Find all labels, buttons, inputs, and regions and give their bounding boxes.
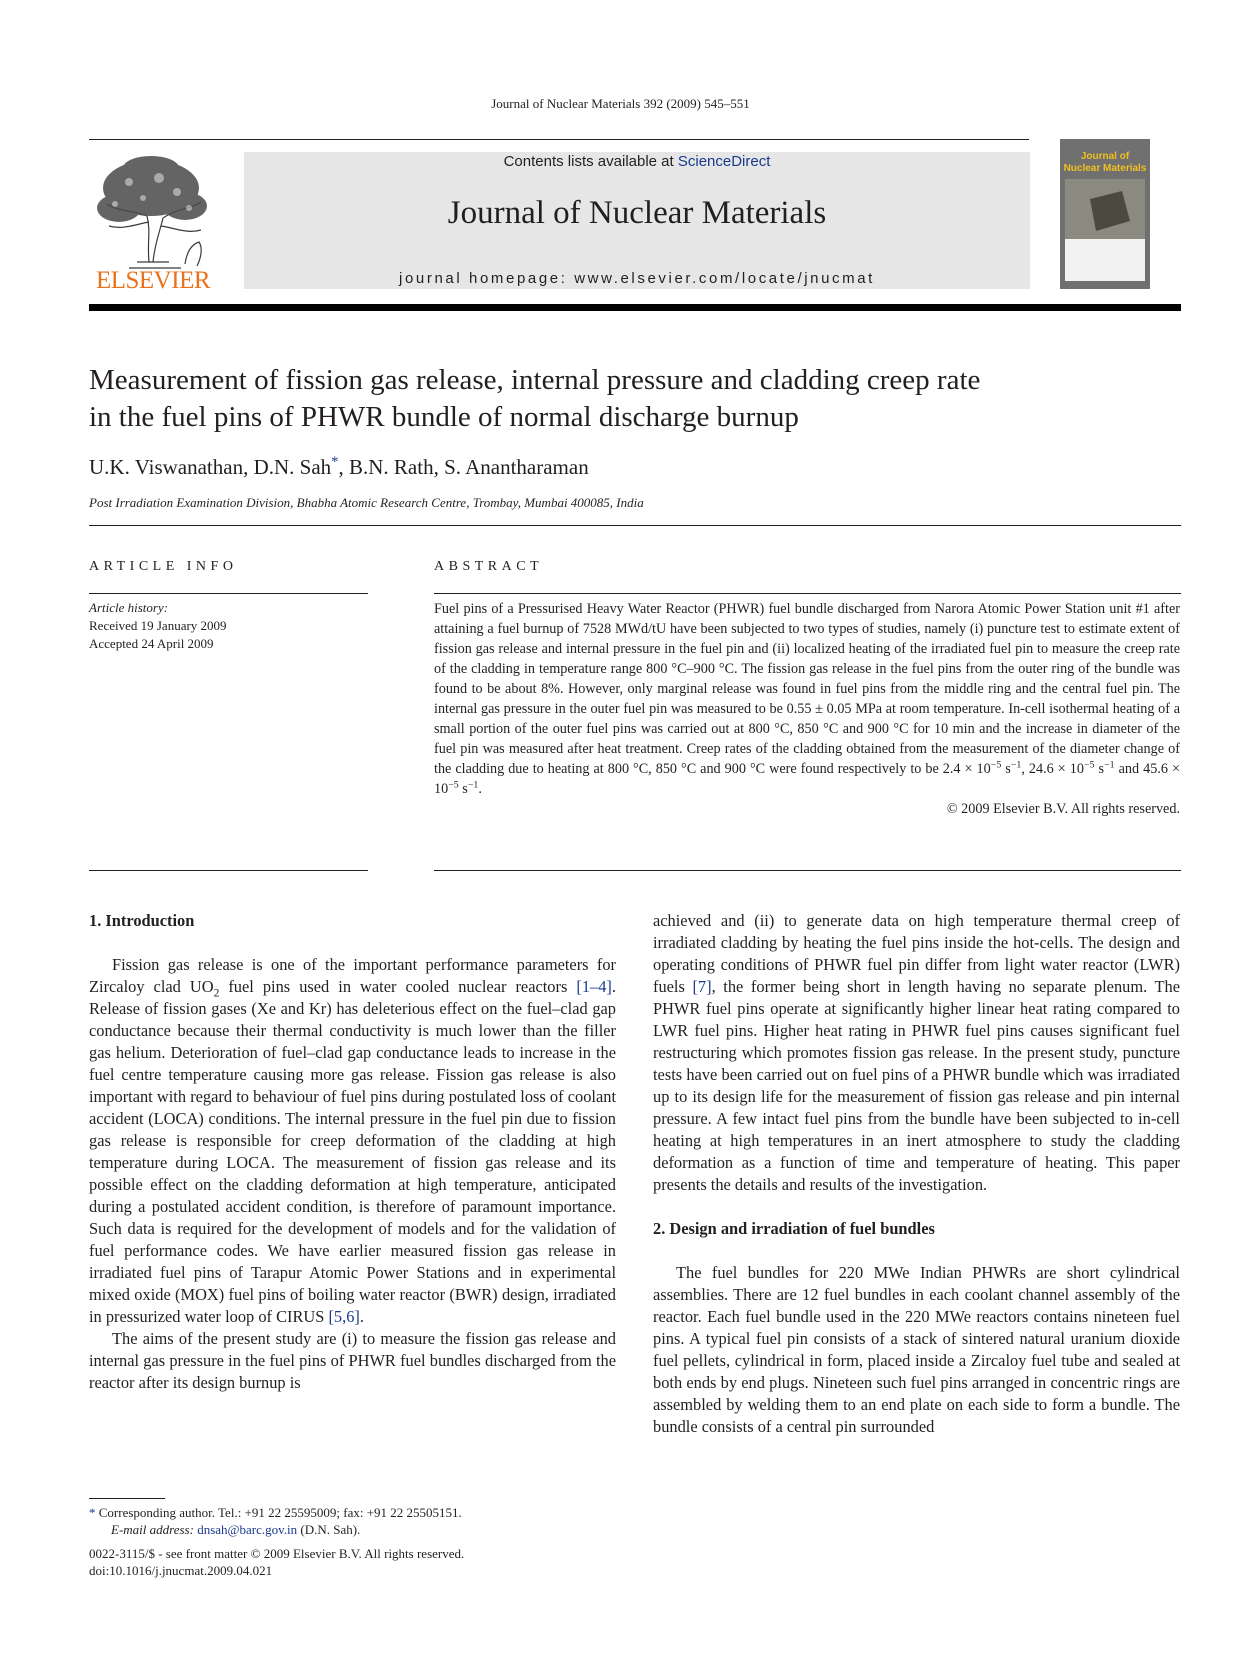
article-info-bottom-rule: [89, 870, 368, 871]
abstract-bottom-rule: [434, 870, 1181, 871]
affiliation: Post Irradiation Examination Division, Bhabha Atomic Research Centre, Trombay, Mumbai 400085, India: [89, 495, 644, 510]
intro-p3-b: , the former being short in length having no separate plenum. The PHWR fuel pins operate at significantly higher linear heat rating compared to LWR fuel pins. Higher heat rating in PHWR fuel pins causes significant fuel restructuring which promotes fission gas release. In the present study, puncture tests have been carried out on fuel pins of a PHWR bundle which was irradiated up to its design life for the measurement of fission gas release and pin internal pressure. A few intact fuel pins from the bundle have been subjected to in-cell heating at high temperatures in an inert atmosphere to study the cladding deformation as a function of time and temperature of heating. This paper presents the details and results of the investigation.: [653, 977, 1180, 1194]
intro-p3-a: achieved and (ii) to generate data on high temperature thermal creep of irradiated cladding by heating the fuel pins inside the hot-cells. The design and operating conditions of PHWR fuel pin differ from light water reactor (LWR) fuels: [653, 911, 1180, 996]
journal-name: Journal of Nuclear Materials: [447, 195, 827, 231]
abstract-sup-5: −5: [448, 779, 459, 791]
intro-p1-d: .: [359, 1307, 364, 1326]
authors-part-2: , B.N. Rath, S. Anantharaman: [338, 455, 589, 479]
reference-link[interactable]: [1–4]: [576, 977, 612, 996]
abstract-sup-3: −5: [1083, 759, 1095, 771]
article-info-heading: ARTICLE INFO: [89, 559, 238, 574]
contents-line: [244, 153, 1030, 170]
intro-paragraph-2: The aims of the present study are (i) to measure the fission gas release and internal gas pressure in the fuel pins of PHWR fuel bundles discharged from the reactor after its design burnup is: [89, 1329, 616, 1392]
article-title: [89, 362, 1179, 436]
authors-part-1: U.K. Viswanathan, D.N. Sah: [89, 455, 332, 479]
email-after: (D.N. Sah).: [297, 1522, 361, 1537]
reference-link[interactable]: [7]: [692, 977, 712, 996]
sciencedirect-link[interactable]: ScienceDirect: [677, 153, 771, 170]
article-history: [89, 599, 227, 653]
body-column-right: [653, 910, 1180, 1438]
abstract-unit-3: s: [458, 781, 468, 797]
footnote-email-line: [89, 1521, 462, 1538]
title-line-2: in the fuel pins of PHWR bundle of normal discharge burnup: [89, 401, 799, 433]
abstract-text: [434, 599, 1180, 799]
abstract-sup-2: −1: [1010, 759, 1022, 771]
section-2-heading: 2. Design and irradiation of fuel bundles: [653, 1219, 935, 1238]
journal-homepage[interactable]: journal homepage: www.elsevier.com/locate/jnucmat: [399, 270, 875, 287]
footnote-text: Corresponding author. Tel.: +91 22 25595009; fax: +91 22 25505151.: [95, 1505, 462, 1520]
abstract-sup-1: −5: [990, 759, 1002, 771]
footnote-star: *: [89, 1505, 96, 1520]
intro-p1-b: fuel pins used in water cooled nuclear reactors: [219, 977, 577, 996]
journal-cover-thumbnail: [1060, 139, 1150, 289]
email-link[interactable]: dnsah@barc.gov.in: [197, 1522, 298, 1537]
header-thick-rule: [89, 304, 1181, 311]
section-2-paragraph-1: The fuel bundles for 220 MWe Indian PHWRs are short cylindrical assemblies. There are 12 fuel bundles in each coolant channel assembly of the reactor. Each fuel bundle used in the 220 MWe reactors contains nineteen fuel pins. A typical fuel pin consists of a stack of sintered natural uranium dioxide fuel pellets, cylindrical in form, placed inside a Zircaloy fuel tube and sealed at both ends by end plugs. Nineteen such fuel pins arranged in concentric rings are assembled by welding them to an end plate on each side to form a bundle. The bundle consists of a central pin surrounded: [653, 1263, 1180, 1436]
intro-p1-sub: 2: [213, 987, 220, 1000]
elsevier-wordmark: ELSEVIER: [95, 267, 211, 294]
abstract-body: [434, 599, 1180, 819]
abstract-sup-4: −1: [1104, 759, 1115, 771]
abstract-heading: ABSTRACT: [434, 559, 544, 574]
abstract-text-a: Fuel pins of a Pressurised Heavy Water Reactor (PHWR) fuel bundle discharged from Narora Atomic Power Station unit #1 after attaining a fuel burnup of 7528 MWd/tU have been subjected to two types of studies, namely (i) puncture test to estimate extent of fission gas release and internal pressure in the fuel pin and (ii) localized heating of the irradiated fuel pin to measure the creep rate of the cladding in temperature range 800 °C–900 °C. The fission gas release in the fuel pins from the outer ring of the bundle was found to be about 8%. However, only marginal release was found in fuel pins from the middle ring and the central fuel pin. The internal gas pressure in the outer fuel pin was measured to be 0.55 ± 0.05 MPa at room temperature. In-cell isothermal heating of a small portion of the outer fuel pins was carried out at 800 °C, 850 °C and 900 °C for 10 min and the increase in diameter of the fuel pin was measured after heat treatment. Creep rates of the cladding obtained from the measurement of the diameter change of the cladding due to heating at 800 °C, 850 °C and 900 °C were found respectively to be 2.4 × 10: [434, 601, 1180, 777]
abstract-text-c: and 45.6 × 10: [434, 761, 1180, 797]
footnote: [89, 1504, 462, 1538]
intro-p1-a: Fission gas release is one of the important performance parameters for Zircaloy clad UO: [89, 955, 616, 996]
intro-p1-c: . Release of fission gases (Xe and Kr) has deleterious effect on the fuel–clad gap conductance because their thermal conductivity is much lower than the filler gas helium. Deterioration of fuel–clad gap conductance leads to increase in the fuel centre temperature causing more gas release. Fission gas release is also important with regard to behaviour of fuel pins during postulated loss of coolant accident (LOCA) conditions. The internal pressure in the fuel pin due to fission gas release is responsible for creep deformation of the cladding at high temperature during LOCA. The measurement of fission gas release and its possible effect on the cladding deformation at high temperature, anticipated during a postulated accident condition, is therefore of paramount importance. Such data is required for the development of models and for the validation of fuel performance codes. We have earlier measured fission gas release in irradiated fuel pins of Tarapur Atomic Power Stations and in experimental mixed oxide (MOX) fuel pins of boiling water reactor (BWR) design, irradiated in pressurized water loop of CIRUS: [89, 977, 616, 1326]
intro-paragraph-1: [89, 954, 616, 1328]
cover-title-2: Nuclear Materials: [1063, 163, 1147, 174]
title-line-1: Measurement of fission gas release, internal pressure and cladding creep rate: [89, 364, 981, 396]
abstract-unit-1: s: [1001, 761, 1011, 777]
article-info-rule: [89, 593, 368, 594]
footnote-rule: [89, 1498, 165, 1499]
reference-link[interactable]: [5,6]: [328, 1307, 360, 1326]
author-list: [89, 455, 589, 480]
intro-heading: 1. Introduction: [89, 911, 195, 930]
abstract-sup-6: −1: [467, 779, 479, 791]
front-matter: [89, 1545, 464, 1579]
email-label: E-mail address:: [111, 1522, 198, 1537]
title-rule: [89, 525, 1181, 526]
contents-prefix: Contents lists available at: [503, 153, 678, 170]
header-rule: [89, 139, 1029, 140]
history-label: Article history:: [89, 600, 169, 615]
section-gap: [653, 1196, 1180, 1218]
front-matter-line-1: 0022-3115/$ - see front matter © 2009 Elsevier B.V. All rights reserved.: [89, 1546, 465, 1561]
abstract-copyright: © 2009 Elsevier B.V. All rights reserved.: [946, 801, 1180, 817]
abstract-text-d: .: [478, 781, 482, 797]
abstract-text-b: , 24.6 × 10: [1021, 761, 1084, 777]
journal-citation: Journal of Nuclear Materials 392 (2009) 545–551: [491, 96, 750, 111]
cover-title-1: Journal of: [1080, 151, 1130, 162]
abstract-unit-2: s: [1094, 761, 1105, 777]
footnote-corresponding: [89, 1504, 462, 1521]
accepted-date: Accepted 24 April 2009: [89, 636, 214, 651]
body-column-left: [89, 910, 616, 1394]
intro-paragraph-3: [653, 910, 1180, 1196]
corresponding-author-mark[interactable]: *: [331, 454, 339, 470]
received-date: Received 19 January 2009: [89, 618, 227, 633]
abstract-rule: [434, 593, 1181, 594]
doi-line[interactable]: doi:10.1016/j.jnucmat.2009.04.021: [89, 1563, 273, 1578]
